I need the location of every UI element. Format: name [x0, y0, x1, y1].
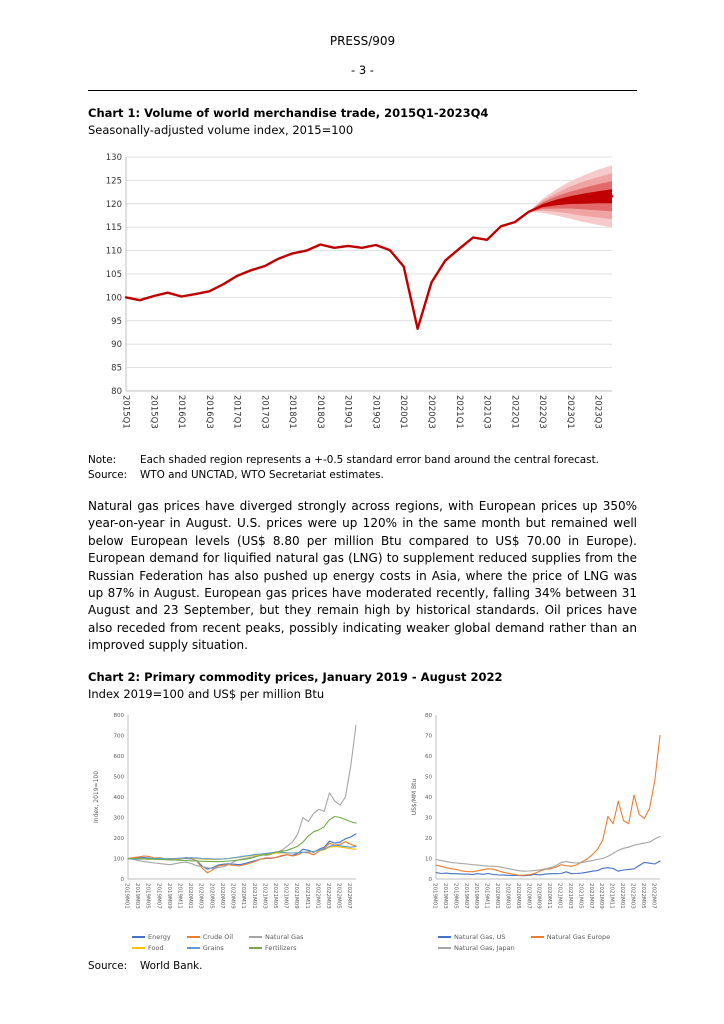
- source-text: WTO and UNCTAD, WTO Secretariat estimates.: [140, 469, 384, 481]
- legend-label: Natural Gas: [265, 932, 304, 941]
- svg-text:110: 110: [105, 246, 122, 257]
- svg-text:2021M05: 2021M05: [272, 882, 278, 909]
- legend-swatch-icon: [438, 947, 451, 949]
- svg-text:2020M03: 2020M03: [504, 882, 511, 909]
- legend-swatch-icon: [187, 947, 200, 949]
- svg-text:95: 95: [111, 316, 122, 327]
- legend-item: [249, 933, 303, 941]
- svg-text:600: 600: [113, 753, 124, 760]
- svg-text:2021M09: 2021M09: [293, 882, 300, 909]
- svg-text:700: 700: [113, 733, 124, 740]
- legend-swatch-icon: [249, 936, 262, 938]
- chart1-figure-wrap: [90, 145, 637, 451]
- svg-text:800: 800: [113, 712, 124, 719]
- chart2-left-figure-wrap: [88, 707, 364, 931]
- legend-item: [438, 944, 515, 952]
- svg-text:115: 115: [105, 223, 122, 234]
- svg-text:2021M11: 2021M11: [608, 882, 615, 909]
- svg-text:2021M07: 2021M07: [282, 882, 289, 909]
- svg-text:500: 500: [113, 774, 124, 781]
- legend-label: Grains: [202, 943, 224, 952]
- svg-text:2020M01: 2020M01: [494, 882, 500, 909]
- svg-text:2021M03: 2021M03: [566, 882, 573, 909]
- document-header: [88, 34, 637, 77]
- svg-text:2017Q1: 2017Q1: [231, 395, 242, 429]
- svg-text:2019M11: 2019M11: [176, 882, 183, 909]
- header-divider: [88, 90, 637, 91]
- chart2-left-legend: [132, 933, 364, 952]
- svg-text:30: 30: [425, 815, 432, 822]
- svg-text:2022M03: 2022M03: [325, 882, 331, 909]
- svg-text:2021M07: 2021M07: [587, 882, 594, 909]
- svg-text:2018Q1: 2018Q1: [287, 395, 298, 429]
- svg-text:0: 0: [120, 876, 124, 883]
- chart2-right-figure-wrap: [408, 707, 672, 931]
- svg-text:2020M11: 2020M11: [546, 882, 553, 909]
- legend-swatch-icon: [132, 936, 145, 938]
- svg-text:2022M05: 2022M05: [335, 882, 342, 909]
- svg-text:2019M09: 2019M09: [165, 882, 172, 909]
- svg-text:2022M07: 2022M07: [650, 882, 657, 909]
- source-text: World Bank.: [140, 959, 203, 972]
- svg-text:2021M11: 2021M11: [303, 882, 310, 909]
- svg-text:400: 400: [113, 794, 124, 801]
- svg-text:40: 40: [425, 794, 432, 801]
- svg-text:300: 300: [113, 815, 124, 822]
- svg-text:130: 130: [105, 153, 122, 163]
- svg-text:50: 50: [425, 774, 432, 781]
- svg-text:2019M07: 2019M07: [462, 882, 469, 909]
- svg-text:2022M01: 2022M01: [619, 882, 625, 909]
- legend-item: [187, 944, 233, 952]
- svg-text:2019M03: 2019M03: [441, 882, 448, 909]
- svg-text:2021M03: 2021M03: [261, 882, 268, 909]
- legend-label: Natural Gas, US: [454, 932, 506, 941]
- svg-text:60: 60: [425, 753, 432, 760]
- chart1-figure: [90, 145, 642, 447]
- chart1-title: Chart 1: Volume of world merchandise trade, 2015Q1-2023Q4: [88, 106, 489, 120]
- legend-item: [132, 933, 171, 941]
- svg-text:200: 200: [113, 835, 124, 842]
- svg-text:2019M01: 2019M01: [123, 882, 130, 909]
- legend-item: [531, 933, 610, 941]
- legend-item: [187, 933, 233, 941]
- svg-text:2020M11: 2020M11: [240, 882, 247, 909]
- svg-text:2020Q3: 2020Q3: [426, 395, 436, 429]
- legend-item: [438, 933, 515, 941]
- svg-text:2022M01: 2022M01: [314, 882, 321, 909]
- legend-item: [132, 944, 171, 952]
- svg-text:85: 85: [111, 363, 122, 374]
- chart2-right-column: [408, 707, 672, 952]
- svg-text:2019M05: 2019M05: [452, 882, 459, 909]
- chart1-source-row: [88, 469, 637, 481]
- svg-text:2020M01: 2020M01: [187, 882, 194, 909]
- chart2-block: [88, 669, 657, 972]
- source-label: Source:: [88, 959, 128, 972]
- svg-text:2021Q3: 2021Q3: [481, 395, 492, 429]
- legend-label: Fertilizers: [265, 943, 297, 952]
- svg-text:2022Q1: 2022Q1: [509, 395, 520, 429]
- svg-text:2022M07: 2022M07: [346, 882, 353, 909]
- svg-text:10: 10: [425, 856, 432, 863]
- svg-text:120: 120: [105, 199, 122, 210]
- chart2-left-figure: [88, 707, 364, 927]
- svg-text:100: 100: [105, 293, 122, 304]
- chart1-subtitle: Seasonally-adjusted volume index, 2015=100: [88, 123, 354, 137]
- legend-label: Energy: [148, 932, 171, 941]
- svg-text:2015Q3: 2015Q3: [148, 395, 159, 429]
- svg-text:70: 70: [425, 733, 432, 740]
- chart2-subtitle: Index 2019=100 and US$ per million Btu: [88, 686, 325, 701]
- svg-text:2021M01: 2021M01: [250, 882, 257, 909]
- legend-swatch-icon: [249, 947, 262, 949]
- legend-label: Natural Gas, Japan: [454, 943, 515, 952]
- svg-text:2018Q3: 2018Q3: [314, 395, 325, 429]
- svg-text:80: 80: [425, 712, 432, 719]
- svg-text:2020Q1: 2020Q1: [398, 395, 409, 429]
- svg-text:105: 105: [105, 270, 122, 280]
- svg-text:2022Q3: 2022Q3: [537, 395, 548, 429]
- svg-text:2019Q3: 2019Q3: [370, 395, 381, 429]
- legend-label: Food: [148, 943, 164, 952]
- svg-text:2023Q1: 2023Q1: [564, 395, 575, 429]
- svg-text:2020M03: 2020M03: [197, 882, 204, 909]
- svg-text:2019M01: 2019M01: [431, 882, 438, 909]
- svg-text:2019M11: 2019M11: [483, 882, 490, 909]
- legend-swatch-icon: [531, 936, 544, 938]
- document-reference: PRESS/909: [329, 34, 396, 48]
- chart2-title: Chart 2: Primary commodity prices, January 2019 - August 2022: [88, 669, 503, 684]
- chart1-block: [88, 106, 637, 481]
- legend-swatch-icon: [438, 936, 451, 938]
- legend-swatch-icon: [132, 947, 145, 949]
- svg-text:2020M05: 2020M05: [514, 882, 521, 909]
- svg-text:2019M05: 2019M05: [144, 882, 151, 909]
- svg-text:US$/MM Btu: US$/MM Btu: [411, 778, 418, 815]
- svg-text:2020M09: 2020M09: [535, 882, 542, 909]
- svg-text:2019Q1: 2019Q1: [342, 395, 353, 429]
- svg-text:0: 0: [428, 876, 432, 883]
- svg-text:80: 80: [111, 387, 122, 397]
- svg-text:2020M05: 2020M05: [208, 882, 215, 909]
- svg-text:2020M09: 2020M09: [229, 882, 236, 909]
- source-label: Source:: [88, 469, 128, 481]
- svg-text:100: 100: [113, 856, 124, 863]
- chart2-figures-row: [88, 707, 657, 952]
- svg-text:2019M07: 2019M07: [155, 882, 162, 909]
- body-paragraph: Natural gas prices have diverged strongly across regions, with European prices up 350% year-on-year in August. U.S. prices were up 120% in the same month but remained well below European levels (US$ 8.80 per million Btu compared to US$ 70.00 in Europe). European demand for liquified natural gas (LNG) to supplement reduced supplies from the Russian Federation has also pushed up energy costs in Asia, where the price of LNG was up 87% in August. European gas prices have moderated recently, falling 34% between 31 August and 23 September, but they remain high by historical standards. Oil prices have also receded from recent peaks, possibly indicating weaker global demand rather than an improved supply situation.: [88, 499, 637, 653]
- note-text: Each shaded region represents a +-0.5 standard error band around the central forecast.: [140, 454, 599, 466]
- legend-label: Crude Oil: [202, 932, 234, 941]
- svg-text:2021M01: 2021M01: [556, 882, 563, 909]
- svg-text:2021Q1: 2021Q1: [453, 395, 464, 429]
- chart2-source-row: [88, 960, 637, 972]
- svg-text:2021M05: 2021M05: [577, 882, 584, 909]
- svg-text:2021M09: 2021M09: [598, 882, 605, 909]
- legend-swatch-icon: [187, 936, 200, 938]
- svg-text:2022M05: 2022M05: [639, 882, 646, 909]
- svg-text:2019M03: 2019M03: [134, 882, 141, 909]
- svg-text:125: 125: [105, 176, 122, 187]
- legend-item: [249, 944, 303, 952]
- svg-text:90: 90: [111, 340, 122, 351]
- chart1-note-row: [88, 454, 637, 466]
- svg-text:2022M03: 2022M03: [629, 882, 636, 909]
- chart2-right-legend: [438, 933, 672, 952]
- chart2-right-figure: [408, 707, 672, 927]
- svg-text:2016Q3: 2016Q3: [203, 395, 214, 429]
- svg-text:2017Q3: 2017Q3: [259, 395, 270, 429]
- svg-text:Index, 2019=100: Index, 2019=100: [93, 770, 100, 823]
- svg-text:2020M07: 2020M07: [218, 882, 225, 909]
- svg-text:2015Q1: 2015Q1: [120, 395, 131, 429]
- svg-text:20: 20: [425, 835, 432, 842]
- legend-label: Natural Gas Europe: [546, 932, 611, 941]
- svg-text:2023Q3: 2023Q3: [592, 395, 603, 429]
- svg-text:2016Q1: 2016Q1: [176, 395, 186, 429]
- chart2-left-column: [88, 707, 364, 952]
- note-label: Note:: [88, 454, 117, 466]
- svg-text:2020M07: 2020M07: [525, 882, 532, 909]
- svg-text:2019M09: 2019M09: [473, 882, 480, 909]
- page-number: - 3 -: [351, 63, 374, 77]
